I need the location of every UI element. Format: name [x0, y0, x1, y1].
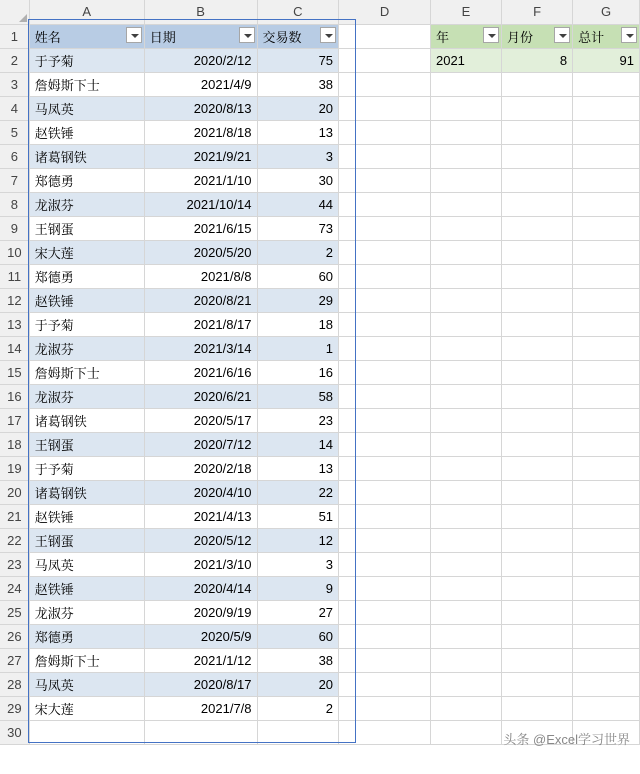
cell-d2[interactable]	[339, 48, 431, 72]
cell-g23[interactable]	[573, 552, 640, 576]
row-header-20[interactable]: 20	[0, 480, 29, 504]
table-row[interactable]	[0, 528, 640, 552]
table-header-label: 日期	[149, 29, 176, 45]
cell-g1-total-header[interactable]	[573, 24, 640, 48]
table-row[interactable]	[0, 672, 640, 696]
cell-e14[interactable]	[430, 336, 501, 360]
table-row[interactable]	[0, 312, 640, 336]
cell-b10-date[interactable]: 2020/5/20	[144, 240, 257, 264]
cell-a6-name[interactable]: 诸葛钢铁	[29, 144, 144, 168]
cell-b2-date[interactable]: 2020/2/12	[144, 48, 257, 72]
cell-f9[interactable]	[502, 216, 573, 240]
cell-c1-count-header[interactable]	[257, 24, 339, 48]
cell-a4-name[interactable]: 马凤英	[29, 96, 144, 120]
cell-d21[interactable]	[339, 504, 431, 528]
cell-d6[interactable]	[339, 144, 431, 168]
cell-c5-count[interactable]: 13	[257, 120, 339, 144]
cell-f22[interactable]	[502, 528, 573, 552]
cell-c21-count[interactable]: 51	[257, 504, 339, 528]
cell-c22-count[interactable]: 12	[257, 528, 339, 552]
row-header-7[interactable]: 7	[0, 168, 29, 192]
cell-b22-date[interactable]: 2020/5/12	[144, 528, 257, 552]
cell-g28[interactable]	[573, 672, 640, 696]
table-row[interactable]	[0, 408, 640, 432]
cell-f5[interactable]	[502, 120, 573, 144]
cell-f13[interactable]	[502, 312, 573, 336]
table-row[interactable]	[0, 216, 640, 240]
cell-c24-count[interactable]: 9	[257, 576, 339, 600]
row-header-23[interactable]: 23	[0, 552, 29, 576]
cell-e18[interactable]	[430, 432, 501, 456]
cell-g3[interactable]	[573, 72, 640, 96]
cell-e25[interactable]	[430, 600, 501, 624]
cell-g11[interactable]	[573, 264, 640, 288]
cell-g13[interactable]	[573, 312, 640, 336]
cell-e22[interactable]	[430, 528, 501, 552]
cell-e9[interactable]	[430, 216, 501, 240]
cell-e7[interactable]	[430, 168, 501, 192]
cell-c15-count[interactable]: 16	[257, 360, 339, 384]
table-row[interactable]	[0, 72, 640, 96]
table-row[interactable]	[0, 336, 640, 360]
cell-a13-name[interactable]: 于予菊	[29, 312, 144, 336]
cell-b20-date[interactable]: 2020/4/10	[144, 480, 257, 504]
cell-e29[interactable]	[430, 696, 501, 720]
cell-g12[interactable]	[573, 288, 640, 312]
cell-f11[interactable]	[502, 264, 573, 288]
cell-a28-name[interactable]: 马凤英	[29, 672, 144, 696]
cell-d14[interactable]	[339, 336, 431, 360]
cell-b1-date-header[interactable]	[144, 24, 257, 48]
filter-dropdown-icon[interactable]	[554, 27, 570, 43]
table-row[interactable]	[0, 384, 640, 408]
row-header-14[interactable]: 14	[0, 336, 29, 360]
cell-g27[interactable]	[573, 648, 640, 672]
cell-g15[interactable]	[573, 360, 640, 384]
cell-b9-date[interactable]: 2021/6/15	[144, 216, 257, 240]
row-header-28[interactable]: 28	[0, 672, 29, 696]
column-header-e[interactable]: E	[430, 0, 501, 24]
cell-c30[interactable]	[257, 720, 339, 744]
row-header-22[interactable]: 22	[0, 528, 29, 552]
cell-d20[interactable]	[339, 480, 431, 504]
table-header-label: 交易数	[262, 29, 302, 45]
cell-b14-date[interactable]: 2021/3/14	[144, 336, 257, 360]
cell-f14[interactable]	[502, 336, 573, 360]
cell-g22[interactable]	[573, 528, 640, 552]
cell-g25[interactable]	[573, 600, 640, 624]
row-header-1[interactable]: 1	[0, 24, 29, 48]
cell-a18-name[interactable]: 王钢蛋	[29, 432, 144, 456]
select-all-corner[interactable]	[0, 0, 29, 24]
cell-g21[interactable]	[573, 504, 640, 528]
cell-d4[interactable]	[339, 96, 431, 120]
cell-f23[interactable]	[502, 552, 573, 576]
cell-d23[interactable]	[339, 552, 431, 576]
table-row[interactable]	[0, 96, 640, 120]
row-header-13[interactable]: 13	[0, 312, 29, 336]
cell-e17[interactable]	[430, 408, 501, 432]
cell-g4[interactable]	[573, 96, 640, 120]
cell-f4[interactable]	[502, 96, 573, 120]
table-row[interactable]	[0, 576, 640, 600]
cell-a14-name[interactable]: 龙淑芬	[29, 336, 144, 360]
cell-d12[interactable]	[339, 288, 431, 312]
cell-a21-name[interactable]: 赵铁锤	[29, 504, 144, 528]
table-row[interactable]	[0, 600, 640, 624]
cell-d3[interactable]	[339, 72, 431, 96]
cell-e30[interactable]	[430, 720, 501, 744]
cell-f20[interactable]	[502, 480, 573, 504]
row-header-24[interactable]: 24	[0, 576, 29, 600]
cell-a3-name[interactable]: 詹姆斯下士	[29, 72, 144, 96]
column-header-d[interactable]: D	[339, 0, 431, 24]
cell-f2-month[interactable]: 8	[502, 48, 573, 72]
cell-d27[interactable]	[339, 648, 431, 672]
cell-f3[interactable]	[502, 72, 573, 96]
cell-f15[interactable]	[502, 360, 573, 384]
row-header-18[interactable]: 18	[0, 432, 29, 456]
cell-f24[interactable]	[502, 576, 573, 600]
table-row[interactable]	[0, 192, 640, 216]
cell-e8[interactable]	[430, 192, 501, 216]
cell-e11[interactable]	[430, 264, 501, 288]
table-row[interactable]	[0, 144, 640, 168]
cell-c8-count[interactable]: 44	[257, 192, 339, 216]
cell-g18[interactable]	[573, 432, 640, 456]
cell-c27-count[interactable]: 38	[257, 648, 339, 672]
table-row[interactable]	[0, 552, 640, 576]
table-row[interactable]	[0, 648, 640, 672]
cell-b7-date[interactable]: 2021/1/10	[144, 168, 257, 192]
cell-f26[interactable]	[502, 624, 573, 648]
row-header-27[interactable]: 27	[0, 648, 29, 672]
cell-g5[interactable]	[573, 120, 640, 144]
cell-c28-count[interactable]: 20	[257, 672, 339, 696]
cell-d15[interactable]	[339, 360, 431, 384]
cell-d1[interactable]	[339, 24, 431, 48]
cell-g2-total[interactable]: 91	[573, 48, 640, 72]
cell-a9-name[interactable]: 王钢蛋	[29, 216, 144, 240]
row-header-4[interactable]: 4	[0, 96, 29, 120]
cell-d26[interactable]	[339, 624, 431, 648]
cell-a26-name[interactable]: 郑德勇	[29, 624, 144, 648]
row-header-17[interactable]: 17	[0, 408, 29, 432]
cell-d11[interactable]	[339, 264, 431, 288]
cell-b4-date[interactable]: 2020/8/13	[144, 96, 257, 120]
cell-c6-count[interactable]: 3	[257, 144, 339, 168]
cell-c11-count[interactable]: 60	[257, 264, 339, 288]
cell-c14-count[interactable]: 1	[257, 336, 339, 360]
summary-header-label: 总计	[578, 29, 605, 45]
cell-d28[interactable]	[339, 672, 431, 696]
row-header-30[interactable]: 30	[0, 720, 29, 744]
summary-header-label: 年	[435, 29, 449, 45]
cell-a11-name[interactable]: 郑德勇	[29, 264, 144, 288]
row-header-26[interactable]: 26	[0, 624, 29, 648]
table-row[interactable]	[0, 168, 640, 192]
cell-e19[interactable]	[430, 456, 501, 480]
cell-e20[interactable]	[430, 480, 501, 504]
summary-header-label: 月份	[507, 29, 534, 45]
cell-a24-name[interactable]: 赵铁锤	[29, 576, 144, 600]
cell-d25[interactable]	[339, 600, 431, 624]
column-header-f[interactable]: F	[502, 0, 573, 24]
cell-b19-date[interactable]: 2020/2/18	[144, 456, 257, 480]
cell-d8[interactable]	[339, 192, 431, 216]
cell-c12-count[interactable]: 29	[257, 288, 339, 312]
table-row[interactable]	[0, 480, 640, 504]
cell-e3[interactable]	[430, 72, 501, 96]
filter-dropdown-icon[interactable]	[621, 27, 637, 43]
cell-d13[interactable]	[339, 312, 431, 336]
watermark-text: 头条 @Excel学习世界	[503, 732, 630, 747]
cell-e23[interactable]	[430, 552, 501, 576]
cell-b12-date[interactable]: 2020/8/21	[144, 288, 257, 312]
cell-a27-name[interactable]: 詹姆斯下士	[29, 648, 144, 672]
cell-c20-count[interactable]: 22	[257, 480, 339, 504]
cell-e16[interactable]	[430, 384, 501, 408]
select-all-icon	[19, 14, 27, 22]
cell-e6[interactable]	[430, 144, 501, 168]
cell-e21[interactable]	[430, 504, 501, 528]
cell-d19[interactable]	[339, 456, 431, 480]
cell-f27[interactable]	[502, 648, 573, 672]
table-row[interactable]	[0, 696, 640, 720]
cell-f1-month-header[interactable]	[502, 24, 573, 48]
table-row[interactable]	[0, 48, 640, 72]
table-header-label: 姓名	[34, 29, 61, 45]
cell-d30[interactable]	[339, 720, 431, 744]
filter-dropdown-icon[interactable]	[483, 27, 499, 43]
cell-g9[interactable]	[573, 216, 640, 240]
cell-b17-date[interactable]: 2020/5/17	[144, 408, 257, 432]
cell-d22[interactable]	[339, 528, 431, 552]
cell-c2-count[interactable]: 75	[257, 48, 339, 72]
cell-f18[interactable]	[502, 432, 573, 456]
cell-b15-date[interactable]: 2021/6/16	[144, 360, 257, 384]
column-header-g[interactable]: G	[573, 0, 640, 24]
cell-a25-name[interactable]: 龙淑芬	[29, 600, 144, 624]
cell-d9[interactable]	[339, 216, 431, 240]
table-row[interactable]	[0, 288, 640, 312]
cell-f28[interactable]	[502, 672, 573, 696]
cell-a29-name[interactable]: 宋大莲	[29, 696, 144, 720]
cell-b5-date[interactable]: 2021/8/18	[144, 120, 257, 144]
table-row[interactable]	[0, 24, 640, 48]
cell-c18-count[interactable]: 14	[257, 432, 339, 456]
cell-g14[interactable]	[573, 336, 640, 360]
cell-b23-date[interactable]: 2021/3/10	[144, 552, 257, 576]
cell-e27[interactable]	[430, 648, 501, 672]
cell-e2-year[interactable]: 2021	[430, 48, 501, 72]
cell-f10[interactable]	[502, 240, 573, 264]
cell-e12[interactable]	[430, 288, 501, 312]
cell-a19-name[interactable]: 于予菊	[29, 456, 144, 480]
cell-f17[interactable]	[502, 408, 573, 432]
cell-d17[interactable]	[339, 408, 431, 432]
cell-b27-date[interactable]: 2021/1/12	[144, 648, 257, 672]
cell-c23-count[interactable]: 3	[257, 552, 339, 576]
cell-g10[interactable]	[573, 240, 640, 264]
row-header-11[interactable]: 11	[0, 264, 29, 288]
table-row[interactable]	[0, 120, 640, 144]
cell-c16-count[interactable]: 58	[257, 384, 339, 408]
cell-f6[interactable]	[502, 144, 573, 168]
row-header-16[interactable]: 16	[0, 384, 29, 408]
cell-b6-date[interactable]: 2021/9/21	[144, 144, 257, 168]
cell-c19-count[interactable]: 13	[257, 456, 339, 480]
column-header-row	[0, 0, 640, 24]
cell-d7[interactable]	[339, 168, 431, 192]
cell-d16[interactable]	[339, 384, 431, 408]
row-header-29[interactable]: 29	[0, 696, 29, 720]
cell-g26[interactable]	[573, 624, 640, 648]
cell-d18[interactable]	[339, 432, 431, 456]
filter-dropdown-icon[interactable]	[320, 27, 336, 43]
table-row[interactable]	[0, 624, 640, 648]
cell-f8[interactable]	[502, 192, 573, 216]
cell-e24[interactable]	[430, 576, 501, 600]
cell-b30[interactable]	[144, 720, 257, 744]
cell-c13-count[interactable]: 18	[257, 312, 339, 336]
cell-e5[interactable]	[430, 120, 501, 144]
row-header-21[interactable]: 21	[0, 504, 29, 528]
row-header-15[interactable]: 15	[0, 360, 29, 384]
cell-c10-count[interactable]: 2	[257, 240, 339, 264]
cell-g29[interactable]	[573, 696, 640, 720]
cell-a16-name[interactable]: 龙淑芬	[29, 384, 144, 408]
cell-c25-count[interactable]: 27	[257, 600, 339, 624]
cell-b3-date[interactable]: 2021/4/9	[144, 72, 257, 96]
cell-e26[interactable]	[430, 624, 501, 648]
cell-f19[interactable]	[502, 456, 573, 480]
cell-b13-date[interactable]: 2021/8/17	[144, 312, 257, 336]
row-header-2[interactable]: 2	[0, 48, 29, 72]
cell-b25-date[interactable]: 2020/9/19	[144, 600, 257, 624]
column-header-b[interactable]: B	[144, 0, 257, 24]
row-header-5[interactable]: 5	[0, 120, 29, 144]
cell-g17[interactable]	[573, 408, 640, 432]
cell-g7[interactable]	[573, 168, 640, 192]
cell-b26-date[interactable]: 2020/5/9	[144, 624, 257, 648]
cell-g24[interactable]	[573, 576, 640, 600]
filter-dropdown-icon[interactable]	[239, 27, 255, 43]
cell-c4-count[interactable]: 20	[257, 96, 339, 120]
cell-b29-date[interactable]: 2021/7/8	[144, 696, 257, 720]
table-row[interactable]	[0, 264, 640, 288]
cell-a7-name[interactable]: 郑德勇	[29, 168, 144, 192]
cell-a17-name[interactable]: 诸葛钢铁	[29, 408, 144, 432]
table-row[interactable]	[0, 360, 640, 384]
cell-g20[interactable]	[573, 480, 640, 504]
cell-e13[interactable]	[430, 312, 501, 336]
row-header-25[interactable]: 25	[0, 600, 29, 624]
cell-b8-date[interactable]: 2021/10/14	[144, 192, 257, 216]
cell-b16-date[interactable]: 2020/6/21	[144, 384, 257, 408]
cell-f7[interactable]	[502, 168, 573, 192]
row-header-10[interactable]: 10	[0, 240, 29, 264]
cell-a15-name[interactable]: 詹姆斯下士	[29, 360, 144, 384]
table-row[interactable]	[0, 504, 640, 528]
cell-d24[interactable]	[339, 576, 431, 600]
row-header-19[interactable]: 19	[0, 456, 29, 480]
cell-e10[interactable]	[430, 240, 501, 264]
cell-c29-count[interactable]: 2	[257, 696, 339, 720]
cell-a10-name[interactable]: 宋大莲	[29, 240, 144, 264]
column-header-a[interactable]: A	[29, 0, 144, 24]
cell-b24-date[interactable]: 2020/4/14	[144, 576, 257, 600]
row-header-6[interactable]: 6	[0, 144, 29, 168]
row-header-12[interactable]: 12	[0, 288, 29, 312]
cell-g6[interactable]	[573, 144, 640, 168]
row-header-8[interactable]: 8	[0, 192, 29, 216]
cell-a20-name[interactable]: 诸葛钢铁	[29, 480, 144, 504]
cell-e4[interactable]	[430, 96, 501, 120]
cell-d29[interactable]	[339, 696, 431, 720]
cell-f21[interactable]	[502, 504, 573, 528]
cell-f16[interactable]	[502, 384, 573, 408]
cell-e28[interactable]	[430, 672, 501, 696]
cell-c3-count[interactable]: 38	[257, 72, 339, 96]
column-header-c[interactable]: C	[257, 0, 339, 24]
cell-c26-count[interactable]: 60	[257, 624, 339, 648]
cell-b11-date[interactable]: 2021/8/8	[144, 264, 257, 288]
cell-c9-count[interactable]: 73	[257, 216, 339, 240]
cell-g16[interactable]	[573, 384, 640, 408]
cell-a2-name[interactable]: 于予菊	[29, 48, 144, 72]
table-row[interactable]	[0, 432, 640, 456]
cell-e15[interactable]	[430, 360, 501, 384]
cell-b18-date[interactable]: 2020/7/12	[144, 432, 257, 456]
cell-a8-name[interactable]: 龙淑芬	[29, 192, 144, 216]
table-row[interactable]	[0, 240, 640, 264]
row-header-3[interactable]: 3	[0, 72, 29, 96]
table-row[interactable]	[0, 456, 640, 480]
cell-a5-name[interactable]: 赵铁锤	[29, 120, 144, 144]
cell-f29[interactable]	[502, 696, 573, 720]
cell-c7-count[interactable]: 30	[257, 168, 339, 192]
cell-c17-count[interactable]: 23	[257, 408, 339, 432]
cell-e1-year-header[interactable]	[430, 24, 501, 48]
cell-g8[interactable]	[573, 192, 640, 216]
cell-b28-date[interactable]: 2020/8/17	[144, 672, 257, 696]
cell-f25[interactable]	[502, 600, 573, 624]
cell-f12[interactable]	[502, 288, 573, 312]
cell-a22-name[interactable]: 王钢蛋	[29, 528, 144, 552]
cell-a12-name[interactable]: 赵铁锤	[29, 288, 144, 312]
row-header-9[interactable]: 9	[0, 216, 29, 240]
cell-a1-name-header[interactable]	[29, 24, 144, 48]
cell-d5[interactable]	[339, 120, 431, 144]
cell-g19[interactable]	[573, 456, 640, 480]
cell-b21-date[interactable]: 2021/4/13	[144, 504, 257, 528]
filter-dropdown-icon[interactable]	[126, 27, 142, 43]
cell-a30[interactable]	[29, 720, 144, 744]
cell-a23-name[interactable]: 马凤英	[29, 552, 144, 576]
cell-d10[interactable]	[339, 240, 431, 264]
